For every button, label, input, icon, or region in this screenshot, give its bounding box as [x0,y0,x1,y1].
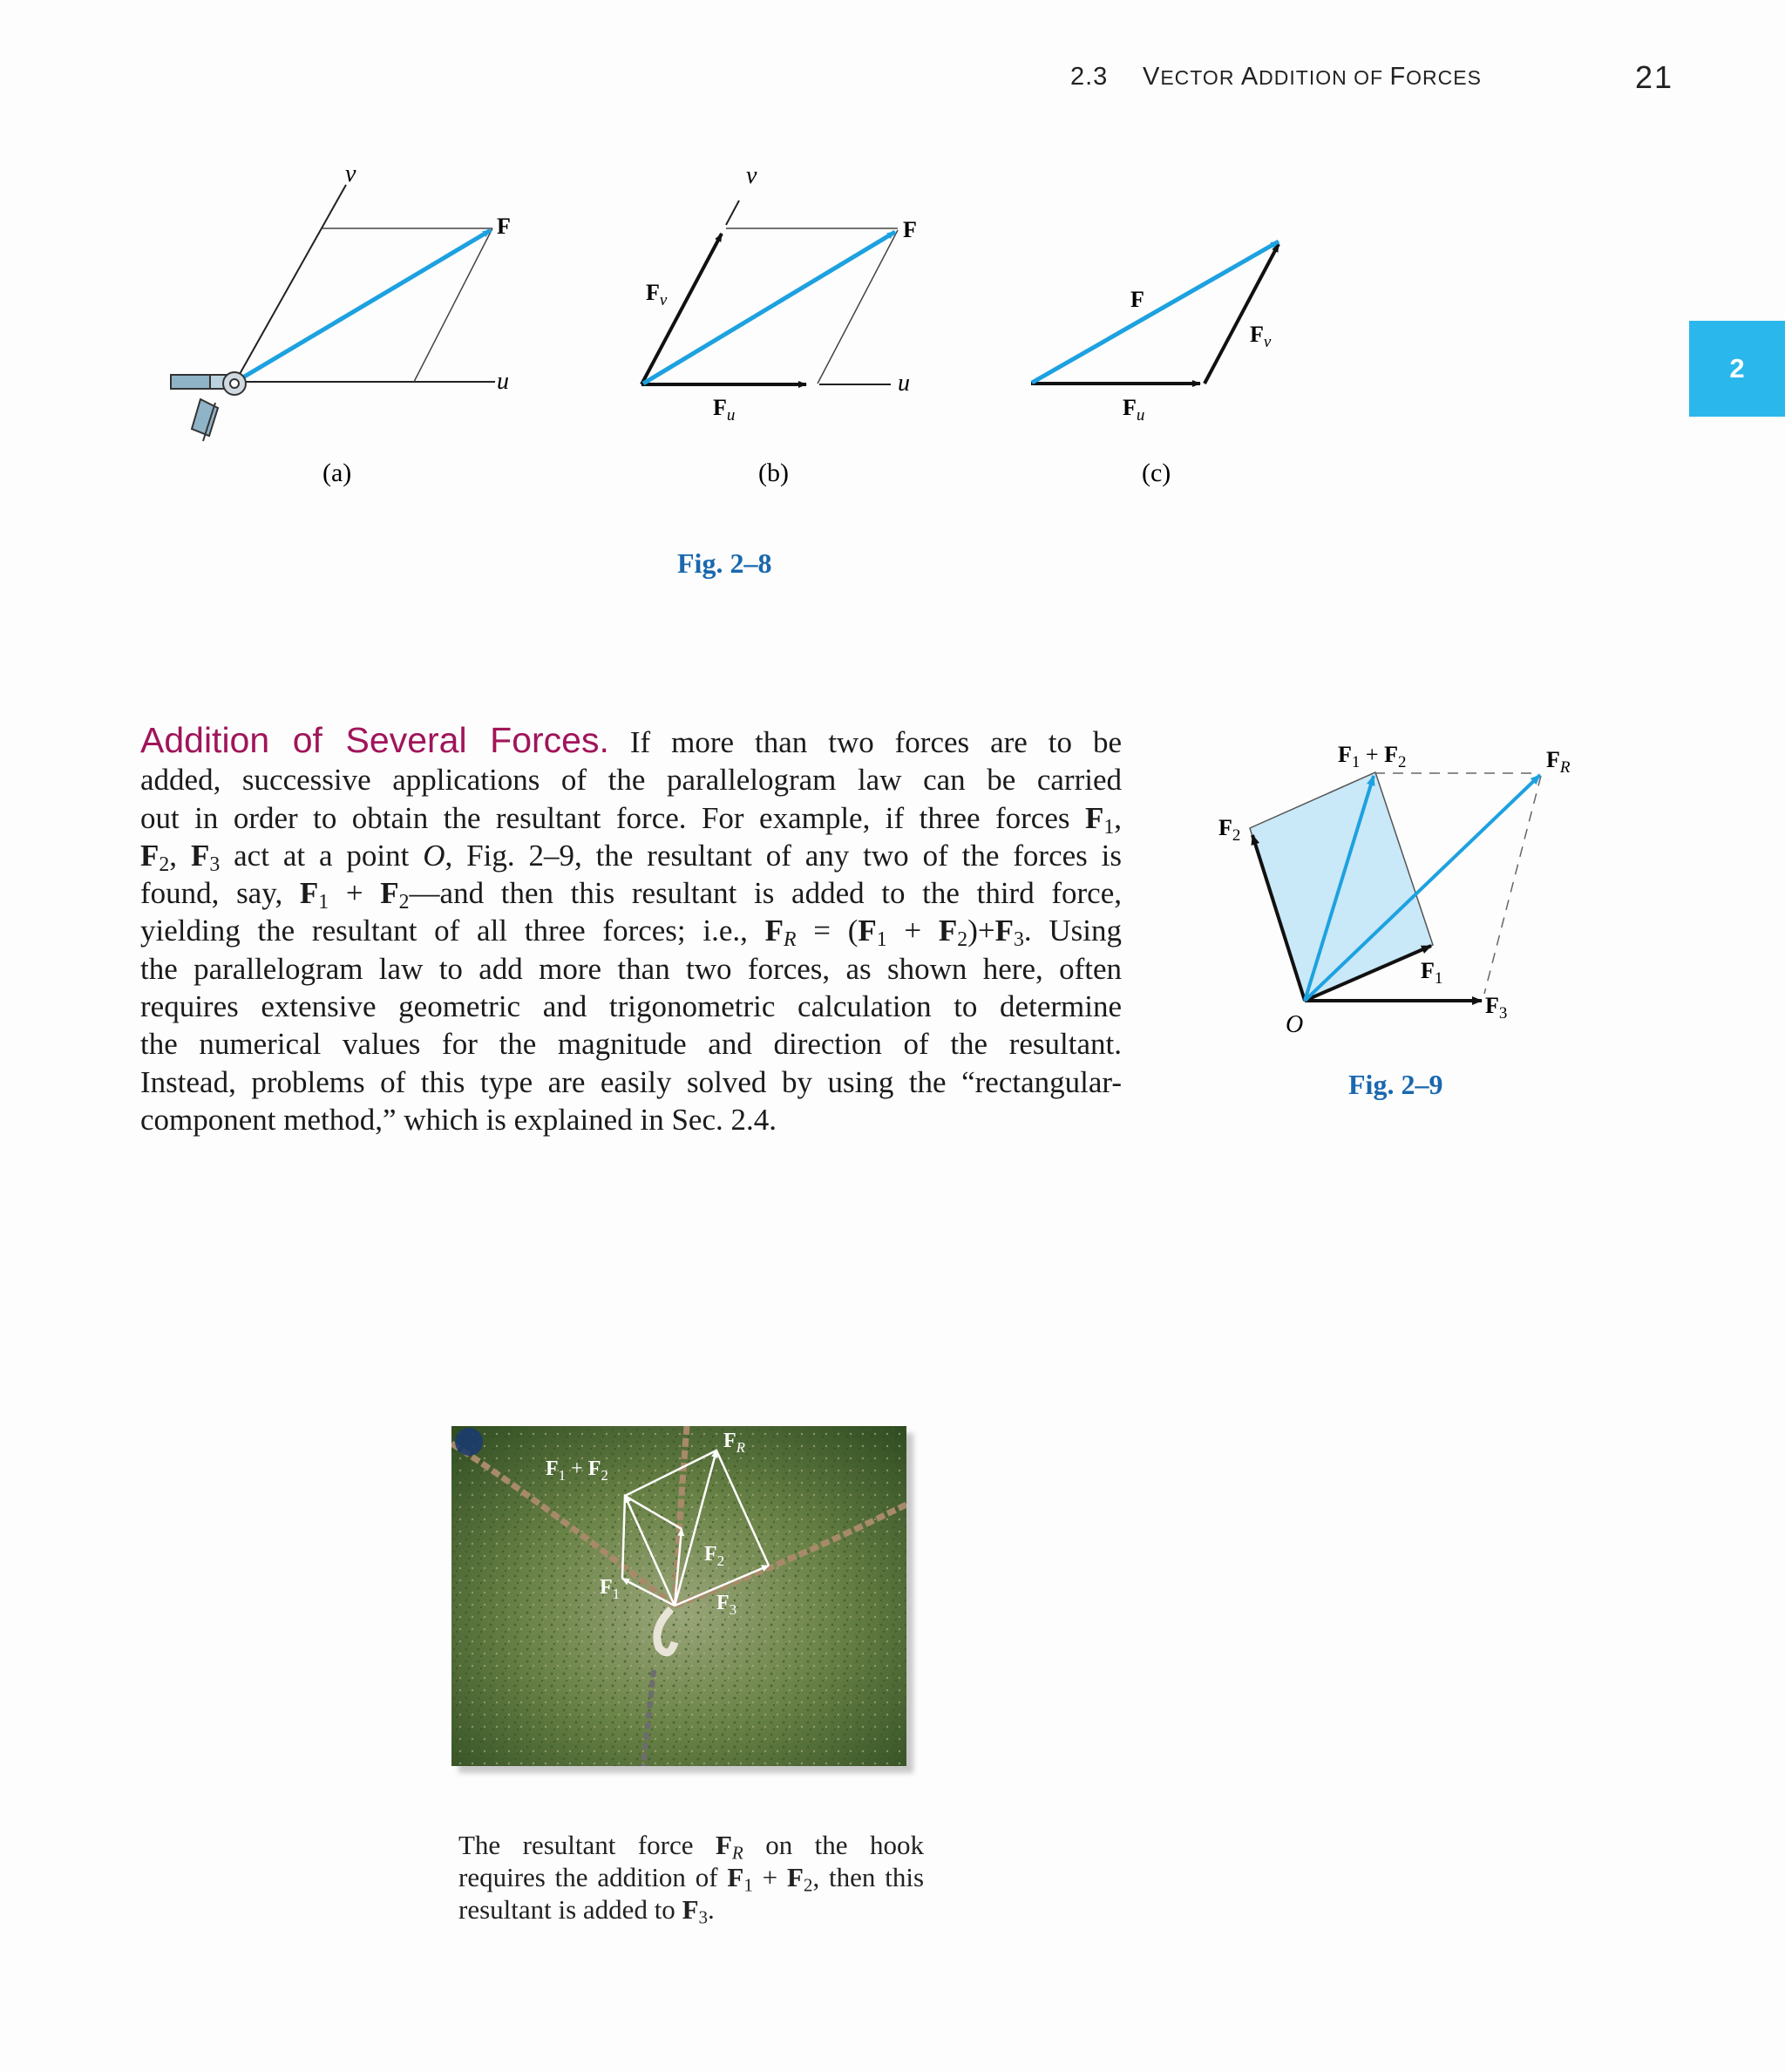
u-axis-label: u [898,370,910,397]
v-axis-label: v [345,160,356,187]
paragraph-line: the parallelogram law to add more than two forces, as shown here, often [140,951,1122,986]
caption-line: resultant is added to $F_3$. [458,1894,715,1928]
force-F-label: F [497,214,511,239]
section-paragraph [140,722,1122,1138]
bracket-icon [171,372,246,441]
paragraph-line: added, successive applications of the parallelogram law can be carried [140,763,1122,798]
paragraph-line: found, say, $F_1$ + $F_2—and$ then this resultant is added to the third force, [140,876,1122,914]
caption-line: The resultant force $F_R$ on the hook [458,1830,924,1864]
paragraph-line: Instead, problems of this type are easily solved by using the “rectangular- [140,1064,1122,1099]
fig-2-8-panel-b [641,162,917,487]
section-number: 2.3 [1070,63,1109,91]
chapter-tab: 2 [1689,321,1785,417]
paragraph-line: $F_2$, $F_3$ act at a point O, Fig. 2–9, the resultant of any two of the forces is [140,838,1123,876]
photo-f2-label: $F_2$ [704,1543,725,1569]
sum-F1-F2-label: $F_1 + F_2$ [1338,742,1407,771]
panel-a-label: (a) [322,459,352,487]
force-Fu-label: $F_u$ [713,395,736,425]
figure-2-8-caption: Fig. 2–8 [677,547,772,579]
fig-2-8-panel-c [1031,241,1279,487]
page-number: 21 [1634,59,1673,95]
force-Fu-label: $F_u$ [1123,395,1145,425]
section-title: VECTOR ADDITION OF FORCES [1143,63,1482,91]
v-axis-line [726,200,739,225]
photo-fr-label: $F_R$ [723,1430,746,1456]
figure-2-9 [1185,724,1586,1072]
photo-f3-label: $F_3$ [716,1592,737,1618]
paragraph-line: component method,” which is explained in Sec. 2.4. [140,1102,777,1137]
photo-sum-label: $F_1 + F_2$ [546,1457,608,1484]
v-axis-line [235,185,346,382]
paragraph-line: the numerical values for the magnitude and direction of the resultant. [140,1027,1122,1062]
caption-line: requires the addition of $F_1 + F_2$, then this [458,1862,925,1896]
paragraph-line: Addition of Several Forces. If more than two forces are to be [140,720,1122,760]
figure-2-9-caption: Fig. 2–9 [1348,1069,1443,1100]
origin-label: O [1286,1011,1304,1038]
force-F-label: F [1130,287,1144,312]
panel-c-label: (c) [1142,459,1171,487]
section-heading: Addition of Several Forces. [140,720,609,760]
shackle-icon [455,1428,483,1456]
force-Fv-label: $F_v$ [1250,322,1272,351]
force-F2-label: $F_2$ [1218,815,1241,845]
photo-f1-label: $F_1$ [600,1576,621,1602]
v-axis-label: v [746,162,757,189]
u-axis-label: u [497,368,509,395]
paragraph-line: requires extensive geometric and trigonometric calculation to determine [140,989,1122,1024]
paragraph-line: yielding the resultant of all three forces; i.e., $F_R = (F_1 + F_2)+F_3$. Using [140,914,1122,952]
hook-photo [451,1426,906,1766]
panel-b-label: (b) [758,459,789,487]
photo-caption [458,1829,924,1926]
fig-2-8-panel-a [171,160,511,487]
force-Fv-label: $F_v$ [646,280,668,309]
force-F-label: F [903,217,917,242]
figure-2-8 [0,0,1785,610]
force-F1-label: $F_1$ [1421,958,1443,988]
force-F3-label: $F_3$ [1485,993,1508,1022]
hook-photo-image [451,1426,906,1766]
paragraph-line: out in order to obtain the resultant force. For example, if three forces $F_1$, [140,800,1122,839]
force-FR-label: $F_R$ [1546,747,1571,777]
dashed-construction-line [1484,776,1541,994]
